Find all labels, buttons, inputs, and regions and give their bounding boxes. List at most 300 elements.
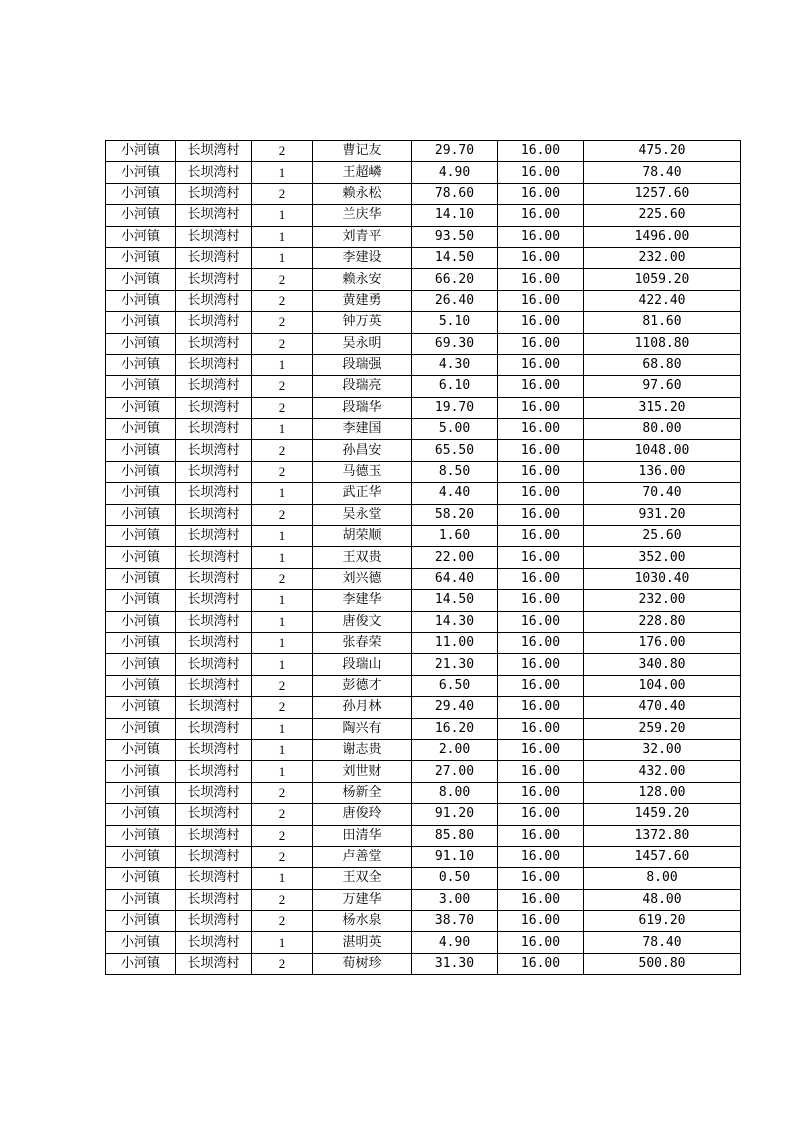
village-cell: 长坝湾村	[176, 654, 252, 675]
area-cell: 29.70	[412, 141, 498, 162]
type-cell: 2	[252, 697, 313, 718]
type-cell: 1	[252, 868, 313, 889]
table-row	[106, 483, 741, 504]
type-cell: 2	[252, 825, 313, 846]
amount-cell: 1496.00	[584, 226, 741, 247]
amount-cell: 432.00	[584, 761, 741, 782]
village-cell: 长坝湾村	[176, 504, 252, 525]
type-cell: 1	[252, 654, 313, 675]
name-cell: 吴永堂	[313, 504, 412, 525]
amount-cell: 1048.00	[584, 440, 741, 461]
table-row	[106, 889, 741, 910]
amount-cell: 78.40	[584, 932, 741, 953]
village-cell: 长坝湾村	[176, 312, 252, 333]
amount-cell: 25.60	[584, 526, 741, 547]
table-row	[106, 504, 741, 525]
village-cell: 长坝湾村	[176, 825, 252, 846]
amount-cell: 1372.80	[584, 825, 741, 846]
rate-cell: 16.00	[498, 739, 584, 760]
town-cell: 小河镇	[106, 761, 176, 782]
name-cell: 钟万英	[313, 312, 412, 333]
rate-cell: 16.00	[498, 911, 584, 932]
area-cell: 31.30	[412, 953, 498, 974]
table-row	[106, 868, 741, 889]
town-cell: 小河镇	[106, 183, 176, 204]
town-cell: 小河镇	[106, 205, 176, 226]
area-cell: 29.40	[412, 697, 498, 718]
village-cell: 长坝湾村	[176, 483, 252, 504]
area-cell: 8.50	[412, 461, 498, 482]
table-row	[106, 568, 741, 589]
amount-cell: 70.40	[584, 483, 741, 504]
amount-cell: 931.20	[584, 504, 741, 525]
village-cell: 长坝湾村	[176, 376, 252, 397]
town-cell: 小河镇	[106, 162, 176, 183]
area-cell: 22.00	[412, 547, 498, 568]
area-cell: 19.70	[412, 397, 498, 418]
table-row	[106, 632, 741, 653]
town-cell: 小河镇	[106, 889, 176, 910]
village-cell: 长坝湾村	[176, 568, 252, 589]
area-cell: 14.10	[412, 205, 498, 226]
town-cell: 小河镇	[106, 141, 176, 162]
area-cell: 14.50	[412, 590, 498, 611]
table-row	[106, 269, 741, 290]
name-cell: 黄建勇	[313, 290, 412, 311]
rate-cell: 16.00	[498, 782, 584, 803]
amount-cell: 228.80	[584, 611, 741, 632]
town-cell: 小河镇	[106, 290, 176, 311]
type-cell: 1	[252, 632, 313, 653]
rate-cell: 16.00	[498, 825, 584, 846]
name-cell: 田清华	[313, 825, 412, 846]
rate-cell: 16.00	[498, 953, 584, 974]
amount-cell: 81.60	[584, 312, 741, 333]
name-cell: 卢善堂	[313, 846, 412, 867]
name-cell: 李建设	[313, 247, 412, 268]
area-cell: 26.40	[412, 290, 498, 311]
table-row	[106, 312, 741, 333]
name-cell: 湛明英	[313, 932, 412, 953]
name-cell: 武正华	[313, 483, 412, 504]
type-cell: 1	[252, 205, 313, 226]
rate-cell: 16.00	[498, 889, 584, 910]
amount-cell: 32.00	[584, 739, 741, 760]
rate-cell: 16.00	[498, 205, 584, 226]
rate-cell: 16.00	[498, 269, 584, 290]
type-cell: 1	[252, 419, 313, 440]
amount-cell: 232.00	[584, 590, 741, 611]
table-row	[106, 654, 741, 675]
table-row	[106, 911, 741, 932]
table-row	[106, 397, 741, 418]
village-cell: 长坝湾村	[176, 632, 252, 653]
village-cell: 长坝湾村	[176, 739, 252, 760]
area-cell: 16.20	[412, 718, 498, 739]
town-cell: 小河镇	[106, 654, 176, 675]
area-cell: 5.10	[412, 312, 498, 333]
rate-cell: 16.00	[498, 376, 584, 397]
type-cell: 2	[252, 504, 313, 525]
town-cell: 小河镇	[106, 333, 176, 354]
type-cell: 2	[252, 397, 313, 418]
rate-cell: 16.00	[498, 247, 584, 268]
table-row	[106, 419, 741, 440]
town-cell: 小河镇	[106, 675, 176, 696]
rate-cell: 16.00	[498, 932, 584, 953]
table-row	[106, 526, 741, 547]
village-cell: 长坝湾村	[176, 953, 252, 974]
rate-cell: 16.00	[498, 675, 584, 696]
village-cell: 长坝湾村	[176, 162, 252, 183]
table-row	[106, 141, 741, 162]
village-cell: 长坝湾村	[176, 932, 252, 953]
type-cell: 2	[252, 889, 313, 910]
town-cell: 小河镇	[106, 911, 176, 932]
area-cell: 4.90	[412, 162, 498, 183]
area-cell: 14.50	[412, 247, 498, 268]
name-cell: 兰庆华	[313, 205, 412, 226]
name-cell: 孙月林	[313, 697, 412, 718]
town-cell: 小河镇	[106, 483, 176, 504]
name-cell: 陶兴有	[313, 718, 412, 739]
name-cell: 王超嶙	[313, 162, 412, 183]
amount-cell: 315.20	[584, 397, 741, 418]
rate-cell: 16.00	[498, 568, 584, 589]
town-cell: 小河镇	[106, 504, 176, 525]
area-cell: 4.40	[412, 483, 498, 504]
village-cell: 长坝湾村	[176, 846, 252, 867]
type-cell: 1	[252, 718, 313, 739]
area-cell: 91.20	[412, 804, 498, 825]
amount-cell: 352.00	[584, 547, 741, 568]
rate-cell: 16.00	[498, 611, 584, 632]
town-cell: 小河镇	[106, 782, 176, 803]
table-row	[106, 290, 741, 311]
table-row	[106, 333, 741, 354]
area-cell: 5.00	[412, 419, 498, 440]
rate-cell: 16.00	[498, 868, 584, 889]
table-row	[106, 953, 741, 974]
amount-cell: 500.80	[584, 953, 741, 974]
amount-cell: 232.00	[584, 247, 741, 268]
town-cell: 小河镇	[106, 354, 176, 375]
town-cell: 小河镇	[106, 697, 176, 718]
table-row	[106, 846, 741, 867]
village-cell: 长坝湾村	[176, 440, 252, 461]
type-cell: 2	[252, 183, 313, 204]
amount-cell: 176.00	[584, 632, 741, 653]
type-cell: 2	[252, 440, 313, 461]
area-cell: 64.40	[412, 568, 498, 589]
village-cell: 长坝湾村	[176, 611, 252, 632]
village-cell: 长坝湾村	[176, 333, 252, 354]
table-row	[106, 162, 741, 183]
table-row	[106, 547, 741, 568]
table-row	[106, 675, 741, 696]
type-cell: 2	[252, 953, 313, 974]
name-cell: 赖永安	[313, 269, 412, 290]
name-cell: 刘青平	[313, 226, 412, 247]
type-cell: 1	[252, 354, 313, 375]
village-cell: 长坝湾村	[176, 590, 252, 611]
area-cell: 93.50	[412, 226, 498, 247]
village-cell: 长坝湾村	[176, 868, 252, 889]
rate-cell: 16.00	[498, 504, 584, 525]
type-cell: 2	[252, 675, 313, 696]
town-cell: 小河镇	[106, 547, 176, 568]
name-cell: 彭德才	[313, 675, 412, 696]
amount-cell: 1108.80	[584, 333, 741, 354]
type-cell: 2	[252, 312, 313, 333]
rate-cell: 16.00	[498, 141, 584, 162]
area-cell: 85.80	[412, 825, 498, 846]
type-cell: 1	[252, 526, 313, 547]
rate-cell: 16.00	[498, 526, 584, 547]
table-row	[106, 354, 741, 375]
type-cell: 1	[252, 611, 313, 632]
amount-cell: 259.20	[584, 718, 741, 739]
village-cell: 长坝湾村	[176, 397, 252, 418]
rate-cell: 16.00	[498, 846, 584, 867]
village-cell: 长坝湾村	[176, 889, 252, 910]
town-cell: 小河镇	[106, 269, 176, 290]
name-cell: 李建国	[313, 419, 412, 440]
town-cell: 小河镇	[106, 461, 176, 482]
table-row	[106, 739, 741, 760]
rate-cell: 16.00	[498, 440, 584, 461]
amount-cell: 475.20	[584, 141, 741, 162]
town-cell: 小河镇	[106, 611, 176, 632]
type-cell: 1	[252, 162, 313, 183]
type-cell: 2	[252, 269, 313, 290]
amount-cell: 470.40	[584, 697, 741, 718]
village-cell: 长坝湾村	[176, 461, 252, 482]
town-cell: 小河镇	[106, 718, 176, 739]
town-cell: 小河镇	[106, 846, 176, 867]
village-cell: 长坝湾村	[176, 804, 252, 825]
town-cell: 小河镇	[106, 868, 176, 889]
type-cell: 2	[252, 333, 313, 354]
name-cell: 唐俊玲	[313, 804, 412, 825]
town-cell: 小河镇	[106, 312, 176, 333]
town-cell: 小河镇	[106, 804, 176, 825]
table-row	[106, 461, 741, 482]
table-row	[106, 611, 741, 632]
rate-cell: 16.00	[498, 590, 584, 611]
type-cell: 1	[252, 547, 313, 568]
name-cell: 曹记友	[313, 141, 412, 162]
table-row	[106, 205, 741, 226]
area-cell: 6.50	[412, 675, 498, 696]
amount-cell: 1059.20	[584, 269, 741, 290]
area-cell: 4.30	[412, 354, 498, 375]
area-cell: 1.60	[412, 526, 498, 547]
amount-cell: 80.00	[584, 419, 741, 440]
rate-cell: 16.00	[498, 761, 584, 782]
name-cell: 刘世财	[313, 761, 412, 782]
type-cell: 1	[252, 226, 313, 247]
rate-cell: 16.00	[498, 697, 584, 718]
amount-cell: 97.60	[584, 376, 741, 397]
town-cell: 小河镇	[106, 632, 176, 653]
name-cell: 杨水泉	[313, 911, 412, 932]
amount-cell: 68.80	[584, 354, 741, 375]
village-cell: 长坝湾村	[176, 354, 252, 375]
amount-cell: 619.20	[584, 911, 741, 932]
area-cell: 3.00	[412, 889, 498, 910]
name-cell: 万建华	[313, 889, 412, 910]
table-row	[106, 590, 741, 611]
area-cell: 6.10	[412, 376, 498, 397]
amount-cell: 104.00	[584, 675, 741, 696]
amount-cell: 225.60	[584, 205, 741, 226]
rate-cell: 16.00	[498, 804, 584, 825]
village-cell: 长坝湾村	[176, 718, 252, 739]
village-cell: 长坝湾村	[176, 782, 252, 803]
village-cell: 长坝湾村	[176, 547, 252, 568]
village-cell: 长坝湾村	[176, 269, 252, 290]
rate-cell: 16.00	[498, 718, 584, 739]
village-cell: 长坝湾村	[176, 419, 252, 440]
rate-cell: 16.00	[498, 419, 584, 440]
village-cell: 长坝湾村	[176, 675, 252, 696]
table-row	[106, 247, 741, 268]
town-cell: 小河镇	[106, 590, 176, 611]
rate-cell: 16.00	[498, 333, 584, 354]
type-cell: 2	[252, 804, 313, 825]
name-cell: 谢志贵	[313, 739, 412, 760]
table-row	[106, 825, 741, 846]
town-cell: 小河镇	[106, 953, 176, 974]
rate-cell: 16.00	[498, 461, 584, 482]
type-cell: 2	[252, 782, 313, 803]
amount-cell: 1030.40	[584, 568, 741, 589]
area-cell: 58.20	[412, 504, 498, 525]
name-cell: 孙昌安	[313, 440, 412, 461]
amount-cell: 1459.20	[584, 804, 741, 825]
village-cell: 长坝湾村	[176, 205, 252, 226]
type-cell: 2	[252, 911, 313, 932]
type-cell: 2	[252, 141, 313, 162]
town-cell: 小河镇	[106, 526, 176, 547]
table-row	[106, 376, 741, 397]
town-cell: 小河镇	[106, 376, 176, 397]
type-cell: 2	[252, 846, 313, 867]
village-cell: 长坝湾村	[176, 183, 252, 204]
area-cell: 69.30	[412, 333, 498, 354]
amount-cell: 48.00	[584, 889, 741, 910]
village-cell: 长坝湾村	[176, 526, 252, 547]
amount-cell: 78.40	[584, 162, 741, 183]
table-row	[106, 440, 741, 461]
village-cell: 长坝湾村	[176, 141, 252, 162]
rate-cell: 16.00	[498, 632, 584, 653]
name-cell: 赖永松	[313, 183, 412, 204]
town-cell: 小河镇	[106, 825, 176, 846]
name-cell: 段瑞亮	[313, 376, 412, 397]
village-cell: 长坝湾村	[176, 911, 252, 932]
type-cell: 1	[252, 761, 313, 782]
type-cell: 2	[252, 461, 313, 482]
area-cell: 2.00	[412, 739, 498, 760]
amount-cell: 128.00	[584, 782, 741, 803]
name-cell: 李建华	[313, 590, 412, 611]
rate-cell: 16.00	[498, 354, 584, 375]
town-cell: 小河镇	[106, 568, 176, 589]
type-cell: 2	[252, 568, 313, 589]
name-cell: 段瑞强	[313, 354, 412, 375]
rate-cell: 16.00	[498, 162, 584, 183]
table-row	[106, 697, 741, 718]
village-cell: 长坝湾村	[176, 226, 252, 247]
table-body	[106, 141, 741, 975]
town-cell: 小河镇	[106, 932, 176, 953]
town-cell: 小河镇	[106, 397, 176, 418]
amount-cell: 1457.60	[584, 846, 741, 867]
town-cell: 小河镇	[106, 226, 176, 247]
village-cell: 长坝湾村	[176, 697, 252, 718]
town-cell: 小河镇	[106, 419, 176, 440]
area-cell: 78.60	[412, 183, 498, 204]
type-cell: 1	[252, 247, 313, 268]
table-row	[106, 718, 741, 739]
village-cell: 长坝湾村	[176, 247, 252, 268]
rate-cell: 16.00	[498, 226, 584, 247]
table-row	[106, 761, 741, 782]
type-cell: 1	[252, 739, 313, 760]
area-cell: 21.30	[412, 654, 498, 675]
area-cell: 4.90	[412, 932, 498, 953]
table-row	[106, 804, 741, 825]
table-row	[106, 782, 741, 803]
area-cell: 66.20	[412, 269, 498, 290]
town-cell: 小河镇	[106, 247, 176, 268]
town-cell: 小河镇	[106, 440, 176, 461]
rate-cell: 16.00	[498, 397, 584, 418]
area-cell: 27.00	[412, 761, 498, 782]
type-cell: 1	[252, 932, 313, 953]
village-cell: 长坝湾村	[176, 290, 252, 311]
data-table	[105, 140, 741, 975]
type-cell: 1	[252, 590, 313, 611]
area-cell: 0.50	[412, 868, 498, 889]
rate-cell: 16.00	[498, 547, 584, 568]
village-cell: 长坝湾村	[176, 761, 252, 782]
name-cell: 杨新全	[313, 782, 412, 803]
amount-cell: 422.40	[584, 290, 741, 311]
amount-cell: 8.00	[584, 868, 741, 889]
name-cell: 段瑞山	[313, 654, 412, 675]
amount-cell: 136.00	[584, 461, 741, 482]
name-cell: 段瑞华	[313, 397, 412, 418]
area-cell: 91.10	[412, 846, 498, 867]
table-row	[106, 183, 741, 204]
name-cell: 马德玉	[313, 461, 412, 482]
table-row	[106, 932, 741, 953]
name-cell: 王双全	[313, 868, 412, 889]
type-cell: 2	[252, 290, 313, 311]
type-cell: 2	[252, 376, 313, 397]
area-cell: 14.30	[412, 611, 498, 632]
rate-cell: 16.00	[498, 183, 584, 204]
name-cell: 张春荣	[313, 632, 412, 653]
area-cell: 65.50	[412, 440, 498, 461]
rate-cell: 16.00	[498, 290, 584, 311]
amount-cell: 1257.60	[584, 183, 741, 204]
table-row	[106, 226, 741, 247]
rate-cell: 16.00	[498, 312, 584, 333]
